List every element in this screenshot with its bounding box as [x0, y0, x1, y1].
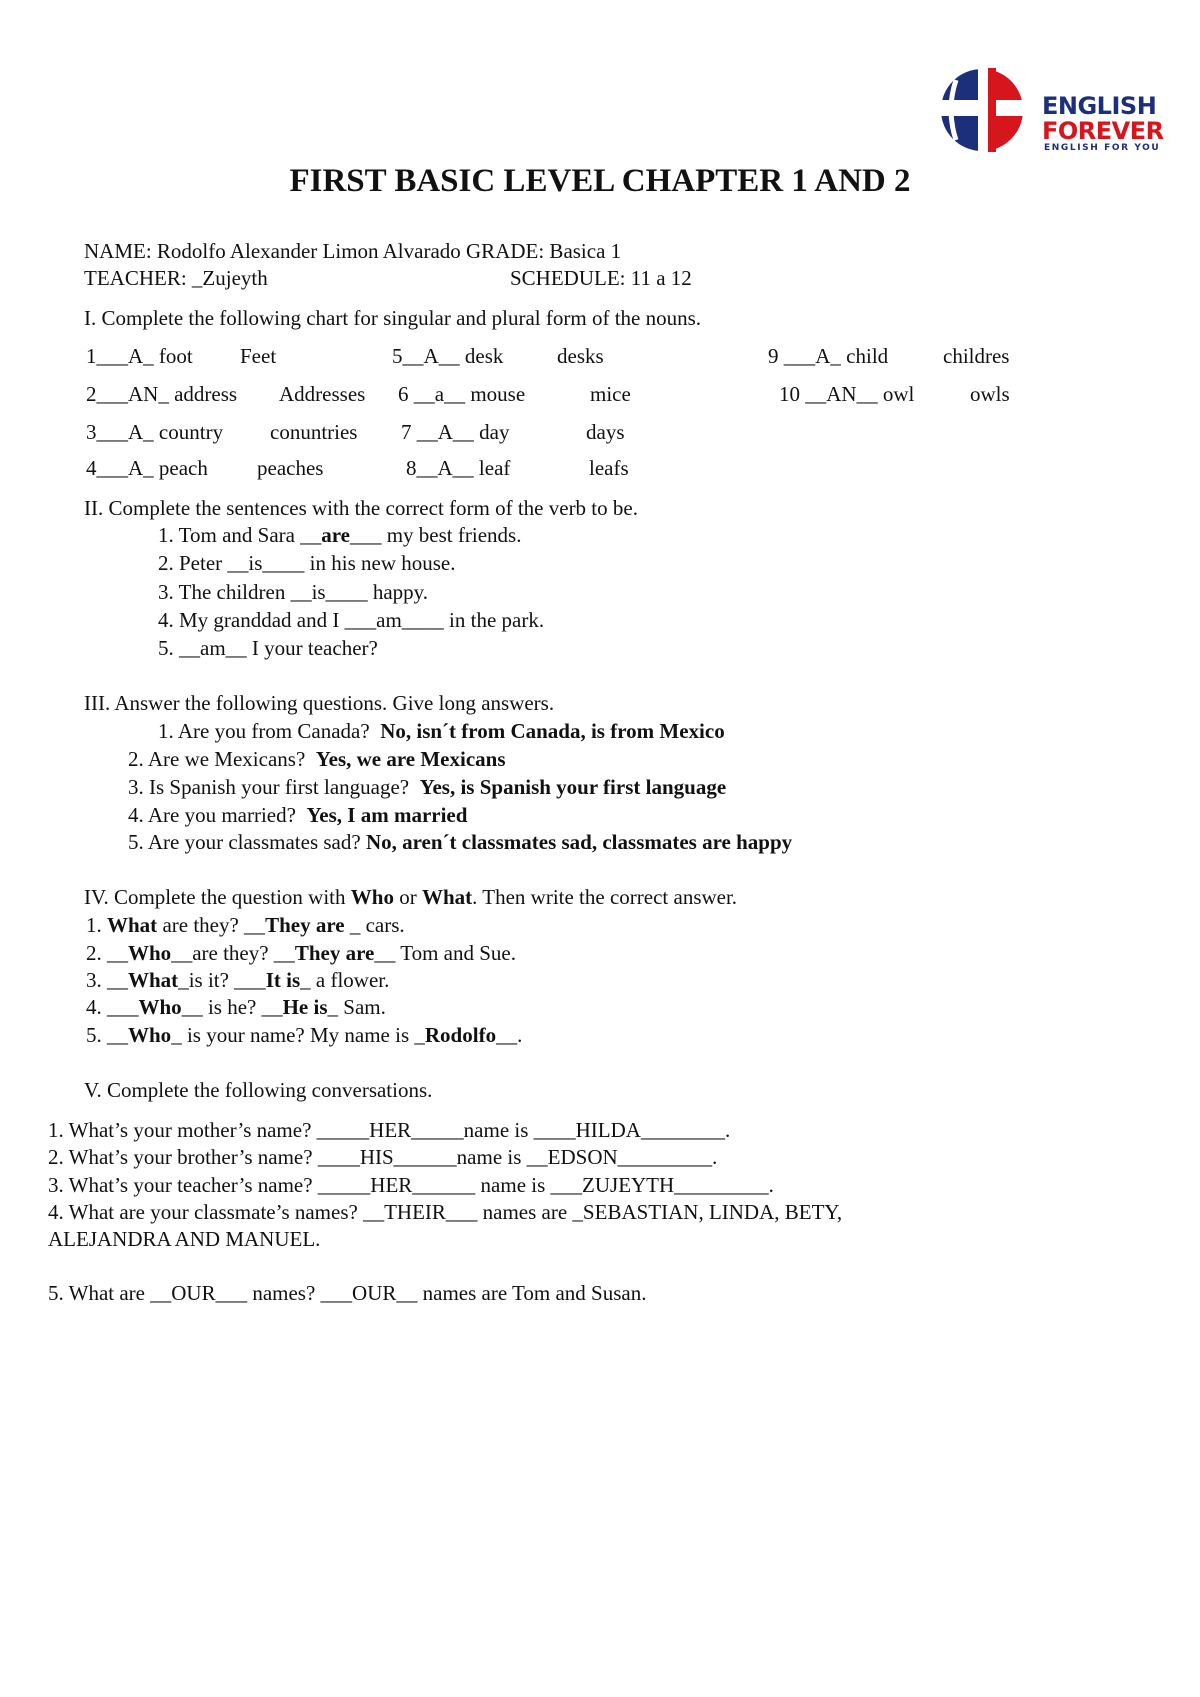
- noun-plural: peaches: [257, 456, 324, 480]
- who-what-item: 4. ___Who__ is he? __He is_ Sam.: [86, 995, 386, 1019]
- conversation-line: 2. What’s your brother’s name? ____HIS______name is __EDSON_________.: [48, 1145, 718, 1169]
- page-title: FIRST BASIC LEVEL CHAPTER 1 AND 2: [289, 163, 911, 199]
- noun-singular: 9 ___A_ child: [768, 344, 889, 368]
- section-4-heading: IV. Complete the question with Who or What. Then write the correct answer.: [84, 885, 738, 909]
- conversation-line: 3. What’s your teacher’s name? _____HER______ name is ___ZUJEYTH_________.: [48, 1173, 774, 1197]
- noun-singular: 8__A__ leaf: [406, 456, 511, 480]
- who-what-item: 1. What are they? __They are _ cars.: [86, 913, 405, 937]
- noun-plural: desks: [557, 344, 604, 368]
- verb-sentence: 4. My granddad and I ___am____ in the park.: [158, 608, 545, 632]
- schedule-line: SCHEDULE: 11 a 12: [510, 266, 692, 290]
- name-line: NAME: Rodolfo Alexander Limon Alvarado GRADE: Basica 1: [84, 239, 622, 263]
- section-5-heading: V. Complete the following conversations.: [84, 1078, 433, 1102]
- logo-tagline: ENGLISH FOR YOU: [1044, 143, 1161, 153]
- noun-plural: Addresses: [279, 382, 366, 406]
- long-answer: No, isn´t from Canada, is from Mexico: [380, 719, 725, 743]
- long-answer: Yes, I am married: [306, 803, 468, 827]
- long-answer: Yes, is Spanish your first language: [419, 775, 727, 799]
- logo-word-forever: FOREVER: [1042, 117, 1164, 145]
- noun-singular: 3___A_ country: [86, 420, 224, 444]
- who-what-item: 3. __What_is it? ___It is_ a flower.: [86, 968, 390, 992]
- noun-plural: mice: [590, 382, 631, 406]
- noun-singular: 4___A_ peach: [86, 456, 208, 480]
- teacher-line: TEACHER: _Zujeyth: [84, 266, 268, 290]
- conversation-line: 4. What are your classmate’s names? __THEIR___ names are _SEBASTIAN, LINDA, BETY,: [48, 1200, 843, 1224]
- conversation-line: 1. What’s your mother’s name? _____HER_____name is ____HILDA________.: [48, 1118, 731, 1142]
- noun-plural: leafs: [589, 456, 629, 480]
- logo-word-english: ENGLISH: [1042, 92, 1157, 120]
- question-answer: 1. Are you from Canada? No, isn´t from Canada, is from Mexico: [158, 719, 725, 743]
- who-what-item: 2. __Who__are they? __They are__ Tom and Sue.: [86, 941, 516, 965]
- noun-plural: childres: [943, 344, 1010, 368]
- noun-singular: 6 __a__ mouse: [398, 382, 526, 406]
- section-3-heading: III. Answer the following questions. Give long answers.: [84, 691, 555, 715]
- noun-singular: 7 __A__ day: [401, 420, 510, 444]
- verb-sentence: 1. Tom and Sara __are___ my best friends.: [158, 523, 522, 547]
- verb-sentence: 2. Peter __is____ in his new house.: [158, 551, 456, 575]
- conversation-line: ALEJANDRA AND MANUEL.: [48, 1227, 321, 1251]
- noun-plural: days: [586, 420, 625, 444]
- verb-answer: are: [321, 523, 350, 547]
- noun-singular: 5__A__ desk: [392, 344, 504, 368]
- noun-singular: 2___AN_ address: [86, 382, 238, 406]
- logo-emblem-icon: [938, 60, 1038, 160]
- question-answer: 2. Are we Mexicans? Yes, we are Mexicans: [128, 747, 506, 771]
- noun-plural: owls: [970, 382, 1010, 406]
- noun-plural: Feet: [240, 344, 277, 368]
- long-answer: No, aren´t classmates sad, classmates are happy: [365, 830, 793, 854]
- question-answer: 3. Is Spanish your first language? Yes, is Spanish your first language: [128, 775, 727, 799]
- verb-sentence: 5. __am__ I your teacher?: [158, 636, 378, 660]
- conversation-line: 5. What are __OUR___ names? ___OUR__ names are Tom and Susan.: [48, 1281, 647, 1305]
- english-forever-logo: [938, 60, 1170, 160]
- section-2-heading: II. Complete the sentences with the correct form of the verb to be.: [84, 496, 638, 520]
- question-answer: 5. Are your classmates sad? No, aren´t classmates sad, classmates are happy: [128, 830, 793, 854]
- who-what-item: 5. __Who_ is your name? My name is _Rodolfo__.: [86, 1023, 523, 1047]
- question-answer: 4. Are you married? Yes, I am married: [128, 803, 468, 827]
- noun-singular: 10 __AN__ owl: [779, 382, 915, 406]
- noun-plural: conuntries: [270, 420, 358, 444]
- verb-sentence: 3. The children __is____ happy.: [158, 580, 429, 604]
- noun-singular: 1___A_ foot: [86, 344, 193, 368]
- section-1-heading: I. Complete the following chart for singular and plural form of the nouns.: [84, 306, 702, 330]
- long-answer: Yes, we are Mexicans: [315, 747, 506, 771]
